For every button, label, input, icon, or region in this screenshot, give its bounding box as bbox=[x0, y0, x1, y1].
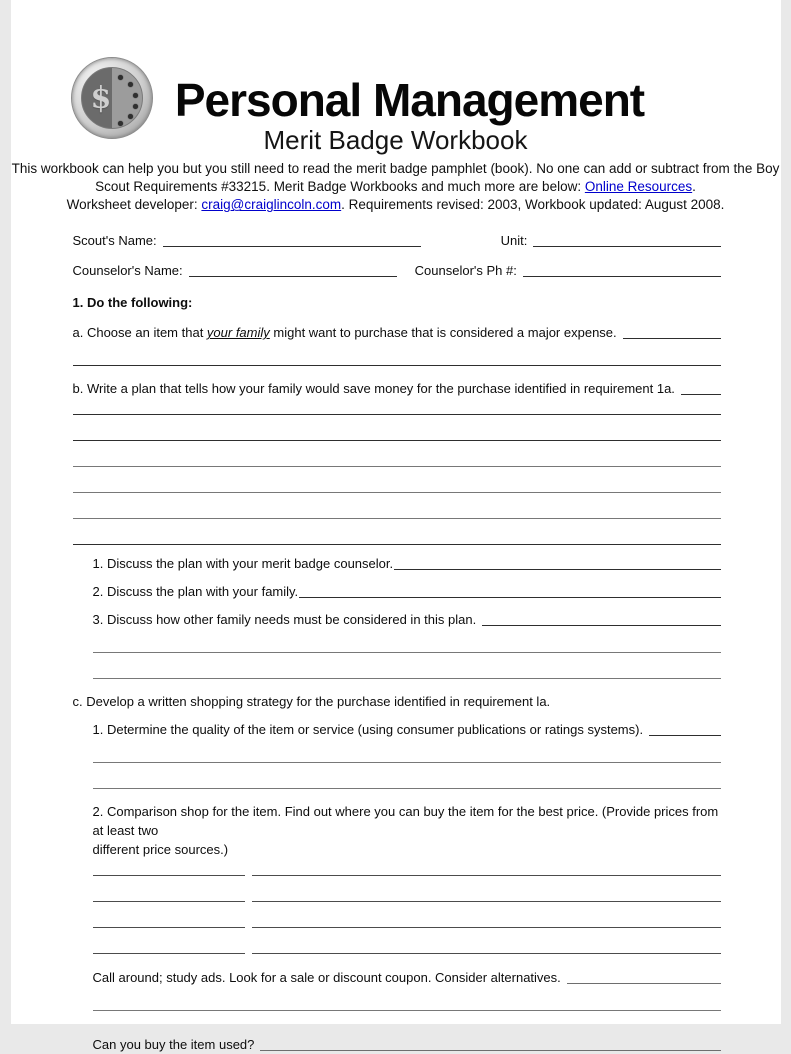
call-around-text: Call around; study ads. Look for a sale or discount coupon. Consider alternatives. bbox=[93, 968, 561, 987]
page-title: Personal Management bbox=[25, 0, 791, 124]
sub-item-text: 2. Discuss the plan with your family. bbox=[93, 582, 299, 601]
buy-used-row bbox=[93, 1035, 721, 1054]
scout-name-label: Scout's Name: bbox=[73, 231, 157, 250]
price-source-field[interactable] bbox=[93, 901, 245, 902]
developer-email-link[interactable]: craig@craiglincoln.com bbox=[201, 197, 341, 212]
answer-line[interactable] bbox=[93, 739, 721, 763]
requirement-1c-sub-1 bbox=[93, 720, 721, 739]
requirement-1a-suffix: might want to purchase that is considered a major expense. bbox=[270, 325, 617, 340]
price-row bbox=[93, 928, 721, 954]
buy-used-text: Can you buy the item used? bbox=[93, 1035, 255, 1054]
price-value-field[interactable] bbox=[252, 875, 721, 876]
section-1-heading: 1. Do the following: bbox=[73, 295, 721, 310]
price-comparison-blanks bbox=[93, 859, 721, 954]
price-source-field[interactable] bbox=[93, 875, 245, 876]
intro-text: Scout Requirements #33215. Merit Badge Workbooks and much more are below: bbox=[95, 179, 585, 194]
developer-text: . Requirements revised: 2003, Workbook updated: August 2008. bbox=[341, 197, 724, 212]
answer-line[interactable] bbox=[73, 519, 721, 545]
requirement-1c-sub-2 bbox=[93, 802, 721, 859]
requirement-1a-prefix: a. Choose an item that bbox=[73, 325, 207, 340]
intro-paragraph bbox=[11, 160, 781, 214]
requirement-1b bbox=[73, 379, 721, 398]
intro-text: This workbook can help you but you still need to read the merit badge pamphlet (book). No one can add or subtract from the Boy bbox=[12, 161, 780, 176]
page-subtitle: Merit Badge Workbook bbox=[11, 125, 781, 156]
requirement-1a bbox=[73, 323, 721, 342]
answer-line[interactable] bbox=[73, 398, 721, 415]
sub-item-text: 2. Comparison shop for the item. Find out where you can buy the item for the best price. (Provide prices from at least two bbox=[93, 804, 719, 838]
counselor-row bbox=[73, 261, 721, 280]
buy-used-answer-field[interactable] bbox=[260, 1050, 720, 1051]
call-around-row bbox=[93, 968, 721, 987]
answer-line[interactable] bbox=[93, 987, 721, 1011]
sub-item-answer-field[interactable] bbox=[482, 625, 720, 626]
answer-line[interactable] bbox=[73, 493, 721, 519]
counselor-phone-label: Counselor's Ph #: bbox=[415, 261, 517, 280]
requirement-1b-sub-2 bbox=[93, 582, 721, 601]
dollar-sign-icon: $ bbox=[91, 81, 112, 116]
price-value-field[interactable] bbox=[252, 927, 721, 928]
intro-text: . bbox=[692, 179, 696, 194]
scout-row bbox=[73, 231, 721, 250]
requirement-1b-sub-3 bbox=[93, 610, 721, 629]
answer-line[interactable] bbox=[93, 653, 721, 679]
scout-name-field[interactable] bbox=[163, 246, 421, 247]
answer-line[interactable] bbox=[73, 467, 721, 493]
workbook-page bbox=[11, 0, 781, 1024]
sub-item-text: 1. Determine the quality of the item or service (using consumer publications or ratings systems). bbox=[93, 720, 644, 739]
requirement-1a-answer-field[interactable] bbox=[623, 338, 721, 339]
sub-item-text: different price sources.) bbox=[93, 842, 229, 857]
requirement-1a-text bbox=[73, 323, 617, 342]
online-resources-link[interactable]: Online Resources bbox=[585, 179, 692, 194]
price-value-field[interactable] bbox=[252, 953, 721, 954]
requirement-1b-answer-lines bbox=[73, 398, 721, 545]
counselor-phone-field[interactable] bbox=[523, 276, 721, 277]
sub-item-text: 1. Discuss the plan with your merit badge counselor. bbox=[93, 554, 394, 573]
requirement-1b-text: b. Write a plan that tells how your family would save money for the purchase identified in requirement 1a. bbox=[73, 379, 675, 398]
call-around-answer-field[interactable] bbox=[567, 983, 721, 984]
price-row bbox=[93, 902, 721, 928]
sub-item-answer-field[interactable] bbox=[649, 735, 720, 736]
answer-line[interactable] bbox=[73, 342, 721, 366]
counselor-name-field[interactable] bbox=[189, 276, 397, 277]
unit-label: Unit: bbox=[501, 231, 528, 250]
requirement-1b-answer-field[interactable] bbox=[681, 394, 721, 395]
requirement-1b-sub-1 bbox=[93, 554, 721, 573]
sub-item-answer-field[interactable] bbox=[394, 569, 720, 570]
price-value-field[interactable] bbox=[252, 901, 721, 902]
sub-item-answer-field[interactable] bbox=[299, 597, 720, 598]
price-row bbox=[93, 876, 721, 902]
answer-line[interactable] bbox=[93, 629, 721, 653]
counselor-name-label: Counselor's Name: bbox=[73, 261, 183, 280]
requirement-1a-emphasis: your family bbox=[207, 325, 270, 340]
answer-line[interactable] bbox=[73, 441, 721, 467]
developer-text: Worksheet developer: bbox=[67, 197, 202, 212]
price-source-field[interactable] bbox=[93, 953, 245, 954]
price-row bbox=[93, 859, 721, 876]
answer-line[interactable] bbox=[73, 415, 721, 441]
price-source-field[interactable] bbox=[93, 927, 245, 928]
requirement-1c-text: c. Develop a written shopping strategy for the purchase identified in requirement la. bbox=[73, 692, 721, 711]
answer-line[interactable] bbox=[93, 763, 721, 789]
unit-field[interactable] bbox=[533, 246, 720, 247]
sub-item-text: 3. Discuss how other family needs must be considered in this plan. bbox=[93, 610, 477, 629]
